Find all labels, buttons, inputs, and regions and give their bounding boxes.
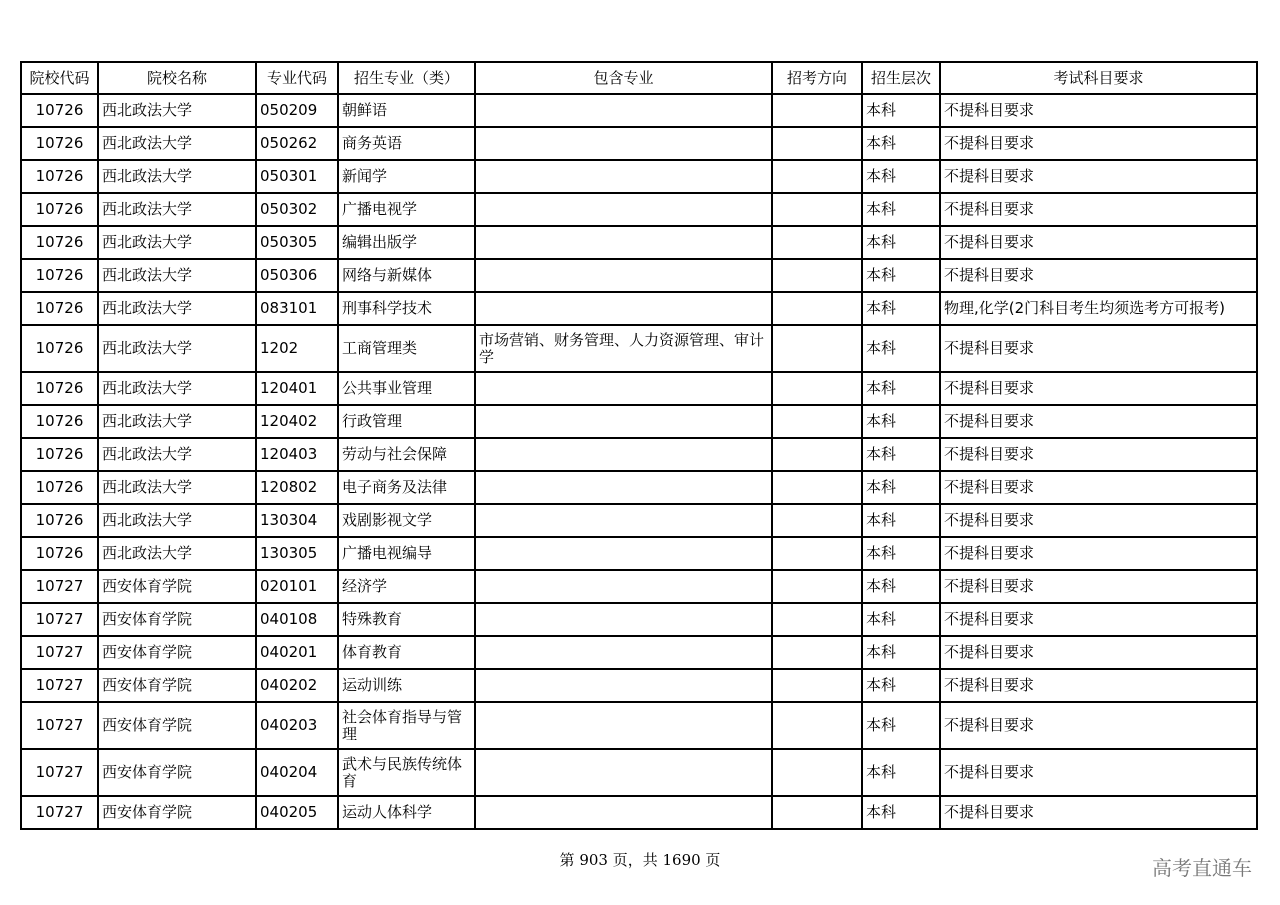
- cell-major-code: 040201: [256, 636, 338, 669]
- cell-school-name: 西安体育学院: [98, 796, 256, 829]
- cell-level: 本科: [862, 325, 940, 372]
- cell-included-majors: [475, 438, 772, 471]
- header-included-majors: 包含专业: [475, 62, 772, 94]
- cell-school-code: 10726: [21, 438, 98, 471]
- cell-major-code: 1202: [256, 325, 338, 372]
- cell-major: 广播电视学: [338, 193, 475, 226]
- cell-subject-requirements: 不提科目要求: [940, 636, 1257, 669]
- table-row: [21, 259, 1257, 292]
- table-row: [21, 537, 1257, 570]
- cell-major: 电子商务及法律: [338, 471, 475, 504]
- cell-level: 本科: [862, 749, 940, 796]
- cell-major-code: 020101: [256, 570, 338, 603]
- cell-level: 本科: [862, 570, 940, 603]
- cell-subject-requirements: 不提科目要求: [940, 94, 1257, 127]
- cell-level: 本科: [862, 405, 940, 438]
- cell-major-code: 050302: [256, 193, 338, 226]
- table-row: [21, 127, 1257, 160]
- cell-school-name: 西北政法大学: [98, 438, 256, 471]
- cell-school-code: 10726: [21, 471, 98, 504]
- cell-level: 本科: [862, 537, 940, 570]
- cell-included-majors: [475, 471, 772, 504]
- cell-subject-requirements: 不提科目要求: [940, 796, 1257, 829]
- cell-direction: [772, 636, 862, 669]
- table-row: [21, 94, 1257, 127]
- table-row: [21, 669, 1257, 702]
- cell-direction: [772, 325, 862, 372]
- cell-direction: [772, 669, 862, 702]
- cell-direction: [772, 193, 862, 226]
- cell-school-code: 10727: [21, 570, 98, 603]
- cell-direction: [772, 570, 862, 603]
- cell-school-name: 西安体育学院: [98, 603, 256, 636]
- cell-major: 经济学: [338, 570, 475, 603]
- cell-school-name: 西北政法大学: [98, 372, 256, 405]
- cell-school-code: 10726: [21, 537, 98, 570]
- table-row: [21, 160, 1257, 193]
- cell-included-majors: [475, 537, 772, 570]
- cell-direction: [772, 372, 862, 405]
- cell-major: 特殊教育: [338, 603, 475, 636]
- cell-school-code: 10726: [21, 226, 98, 259]
- enrollment-table: [20, 61, 1258, 830]
- cell-school-name: 西安体育学院: [98, 570, 256, 603]
- cell-school-name: 西安体育学院: [98, 749, 256, 796]
- table-row: [21, 372, 1257, 405]
- cell-level: 本科: [862, 636, 940, 669]
- cell-major-code: 120802: [256, 471, 338, 504]
- cell-major-code: 040108: [256, 603, 338, 636]
- page-number: 第 903 页，共 1690 页: [559, 851, 721, 869]
- cell-major: 武术与民族传统体育: [338, 749, 475, 796]
- cell-level: 本科: [862, 471, 940, 504]
- table-header-row: [21, 62, 1257, 94]
- cell-major: 网络与新媒体: [338, 259, 475, 292]
- cell-major-code: 040202: [256, 669, 338, 702]
- cell-school-name: 西北政法大学: [98, 160, 256, 193]
- cell-school-name: 西安体育学院: [98, 669, 256, 702]
- table-row: [21, 438, 1257, 471]
- cell-included-majors: [475, 127, 772, 160]
- cell-school-name: 西北政法大学: [98, 471, 256, 504]
- cell-direction: [772, 471, 862, 504]
- cell-major: 社会体育指导与管理: [338, 702, 475, 749]
- cell-major: 刑事科学技术: [338, 292, 475, 325]
- cell-direction: [772, 226, 862, 259]
- cell-school-code: 10726: [21, 372, 98, 405]
- cell-direction: [772, 259, 862, 292]
- table-row: [21, 471, 1257, 504]
- cell-school-name: 西北政法大学: [98, 94, 256, 127]
- cell-level: 本科: [862, 160, 940, 193]
- cell-major-code: 130305: [256, 537, 338, 570]
- cell-school-code: 10726: [21, 405, 98, 438]
- cell-level: 本科: [862, 259, 940, 292]
- cell-school-code: 10726: [21, 94, 98, 127]
- cell-direction: [772, 749, 862, 796]
- cell-major: 朝鲜语: [338, 94, 475, 127]
- cell-school-code: 10726: [21, 193, 98, 226]
- cell-level: 本科: [862, 372, 940, 405]
- table-row: [21, 292, 1257, 325]
- cell-included-majors: [475, 504, 772, 537]
- cell-included-majors: [475, 259, 772, 292]
- cell-subject-requirements: 不提科目要求: [940, 325, 1257, 372]
- cell-direction: [772, 160, 862, 193]
- cell-school-code: 10726: [21, 504, 98, 537]
- cell-direction: [772, 127, 862, 160]
- header-school-code: 院校代码: [21, 62, 98, 94]
- table-row: [21, 325, 1257, 372]
- table-row: [21, 504, 1257, 537]
- cell-subject-requirements: 不提科目要求: [940, 438, 1257, 471]
- cell-level: 本科: [862, 669, 940, 702]
- cell-major: 工商管理类: [338, 325, 475, 372]
- table-row: [21, 405, 1257, 438]
- cell-major-code: 040203: [256, 702, 338, 749]
- cell-school-code: 10727: [21, 796, 98, 829]
- cell-school-name: 西北政法大学: [98, 259, 256, 292]
- cell-included-majors: [475, 749, 772, 796]
- cell-subject-requirements: 不提科目要求: [940, 537, 1257, 570]
- cell-major-code: 050209: [256, 94, 338, 127]
- cell-major: 运动人体科学: [338, 796, 475, 829]
- cell-major-code: 050305: [256, 226, 338, 259]
- cell-subject-requirements: 不提科目要求: [940, 160, 1257, 193]
- cell-level: 本科: [862, 127, 940, 160]
- cell-direction: [772, 94, 862, 127]
- cell-direction: [772, 438, 862, 471]
- cell-included-majors: [475, 193, 772, 226]
- header-subject-requirements: 考试科目要求: [940, 62, 1257, 94]
- cell-included-majors: [475, 160, 772, 193]
- cell-major: 行政管理: [338, 405, 475, 438]
- cell-subject-requirements: 物理,化学(2门科目考生均须选考方可报考): [940, 292, 1257, 325]
- cell-direction: [772, 504, 862, 537]
- cell-school-name: 西北政法大学: [98, 193, 256, 226]
- header-school-name: 院校名称: [98, 62, 256, 94]
- cell-level: 本科: [862, 193, 940, 226]
- cell-level: 本科: [862, 796, 940, 829]
- cell-school-name: 西安体育学院: [98, 702, 256, 749]
- table-row: [21, 749, 1257, 796]
- cell-subject-requirements: 不提科目要求: [940, 749, 1257, 796]
- cell-school-name: 西北政法大学: [98, 504, 256, 537]
- cell-major: 戏剧影视文学: [338, 504, 475, 537]
- cell-subject-requirements: 不提科目要求: [940, 226, 1257, 259]
- cell-major-code: 050262: [256, 127, 338, 160]
- cell-school-code: 10726: [21, 160, 98, 193]
- cell-major-code: 120401: [256, 372, 338, 405]
- cell-major-code: 040205: [256, 796, 338, 829]
- cell-school-code: 10727: [21, 749, 98, 796]
- cell-level: 本科: [862, 292, 940, 325]
- cell-included-majors: [475, 405, 772, 438]
- cell-major-code: 120402: [256, 405, 338, 438]
- cell-direction: [772, 537, 862, 570]
- cell-included-majors: [475, 636, 772, 669]
- cell-school-name: 西北政法大学: [98, 226, 256, 259]
- cell-major: 广播电视编导: [338, 537, 475, 570]
- cell-subject-requirements: 不提科目要求: [940, 702, 1257, 749]
- cell-school-name: 西北政法大学: [98, 405, 256, 438]
- cell-included-majors: [475, 796, 772, 829]
- header-major-code: 专业代码: [256, 62, 338, 94]
- cell-school-code: 10726: [21, 325, 98, 372]
- cell-school-name: 西北政法大学: [98, 537, 256, 570]
- cell-school-name: 西北政法大学: [98, 292, 256, 325]
- table-body: [21, 94, 1257, 829]
- cell-subject-requirements: 不提科目要求: [940, 603, 1257, 636]
- cell-subject-requirements: 不提科目要求: [940, 669, 1257, 702]
- cell-direction: [772, 405, 862, 438]
- cell-subject-requirements: 不提科目要求: [940, 372, 1257, 405]
- cell-included-majors: [475, 94, 772, 127]
- cell-level: 本科: [862, 504, 940, 537]
- cell-major-code: 083101: [256, 292, 338, 325]
- cell-included-majors: 市场营销、财务管理、人力资源管理、审计学: [475, 325, 772, 372]
- table-row: [21, 603, 1257, 636]
- cell-included-majors: [475, 702, 772, 749]
- cell-major: 编辑出版学: [338, 226, 475, 259]
- cell-direction: [772, 702, 862, 749]
- cell-included-majors: [475, 570, 772, 603]
- cell-level: 本科: [862, 438, 940, 471]
- cell-school-code: 10727: [21, 669, 98, 702]
- watermark-text: 高考直通车: [1152, 856, 1252, 880]
- cell-major: 体育教育: [338, 636, 475, 669]
- cell-school-code: 10726: [21, 127, 98, 160]
- cell-subject-requirements: 不提科目要求: [940, 570, 1257, 603]
- cell-level: 本科: [862, 226, 940, 259]
- cell-subject-requirements: 不提科目要求: [940, 471, 1257, 504]
- table-row: [21, 702, 1257, 749]
- cell-major-code: 050301: [256, 160, 338, 193]
- cell-school-code: 10727: [21, 603, 98, 636]
- cell-level: 本科: [862, 702, 940, 749]
- cell-major: 公共事业管理: [338, 372, 475, 405]
- cell-major-code: 050306: [256, 259, 338, 292]
- table-row: [21, 226, 1257, 259]
- cell-major: 新闻学: [338, 160, 475, 193]
- header-major: 招生专业（类）: [338, 62, 475, 94]
- cell-subject-requirements: 不提科目要求: [940, 405, 1257, 438]
- cell-subject-requirements: 不提科目要求: [940, 504, 1257, 537]
- cell-school-code: 10727: [21, 702, 98, 749]
- cell-subject-requirements: 不提科目要求: [940, 259, 1257, 292]
- cell-direction: [772, 796, 862, 829]
- cell-major-code: 040204: [256, 749, 338, 796]
- cell-included-majors: [475, 226, 772, 259]
- cell-major: 运动训练: [338, 669, 475, 702]
- cell-school-name: 西北政法大学: [98, 325, 256, 372]
- cell-included-majors: [475, 669, 772, 702]
- cell-included-majors: [475, 372, 772, 405]
- cell-school-code: 10726: [21, 292, 98, 325]
- cell-direction: [772, 603, 862, 636]
- cell-level: 本科: [862, 94, 940, 127]
- cell-major-code: 130304: [256, 504, 338, 537]
- cell-major: 劳动与社会保障: [338, 438, 475, 471]
- cell-school-code: 10727: [21, 636, 98, 669]
- header-level: 招生层次: [862, 62, 940, 94]
- cell-school-name: 西安体育学院: [98, 636, 256, 669]
- table-row: [21, 193, 1257, 226]
- table-row: [21, 796, 1257, 829]
- header-direction: 招考方向: [772, 62, 862, 94]
- table-row: [21, 570, 1257, 603]
- cell-subject-requirements: 不提科目要求: [940, 127, 1257, 160]
- cell-subject-requirements: 不提科目要求: [940, 193, 1257, 226]
- cell-included-majors: [475, 603, 772, 636]
- cell-direction: [772, 292, 862, 325]
- cell-level: 本科: [862, 603, 940, 636]
- table-row: [21, 636, 1257, 669]
- cell-included-majors: [475, 292, 772, 325]
- cell-school-code: 10726: [21, 259, 98, 292]
- cell-major-code: 120403: [256, 438, 338, 471]
- cell-major: 商务英语: [338, 127, 475, 160]
- cell-school-name: 西北政法大学: [98, 127, 256, 160]
